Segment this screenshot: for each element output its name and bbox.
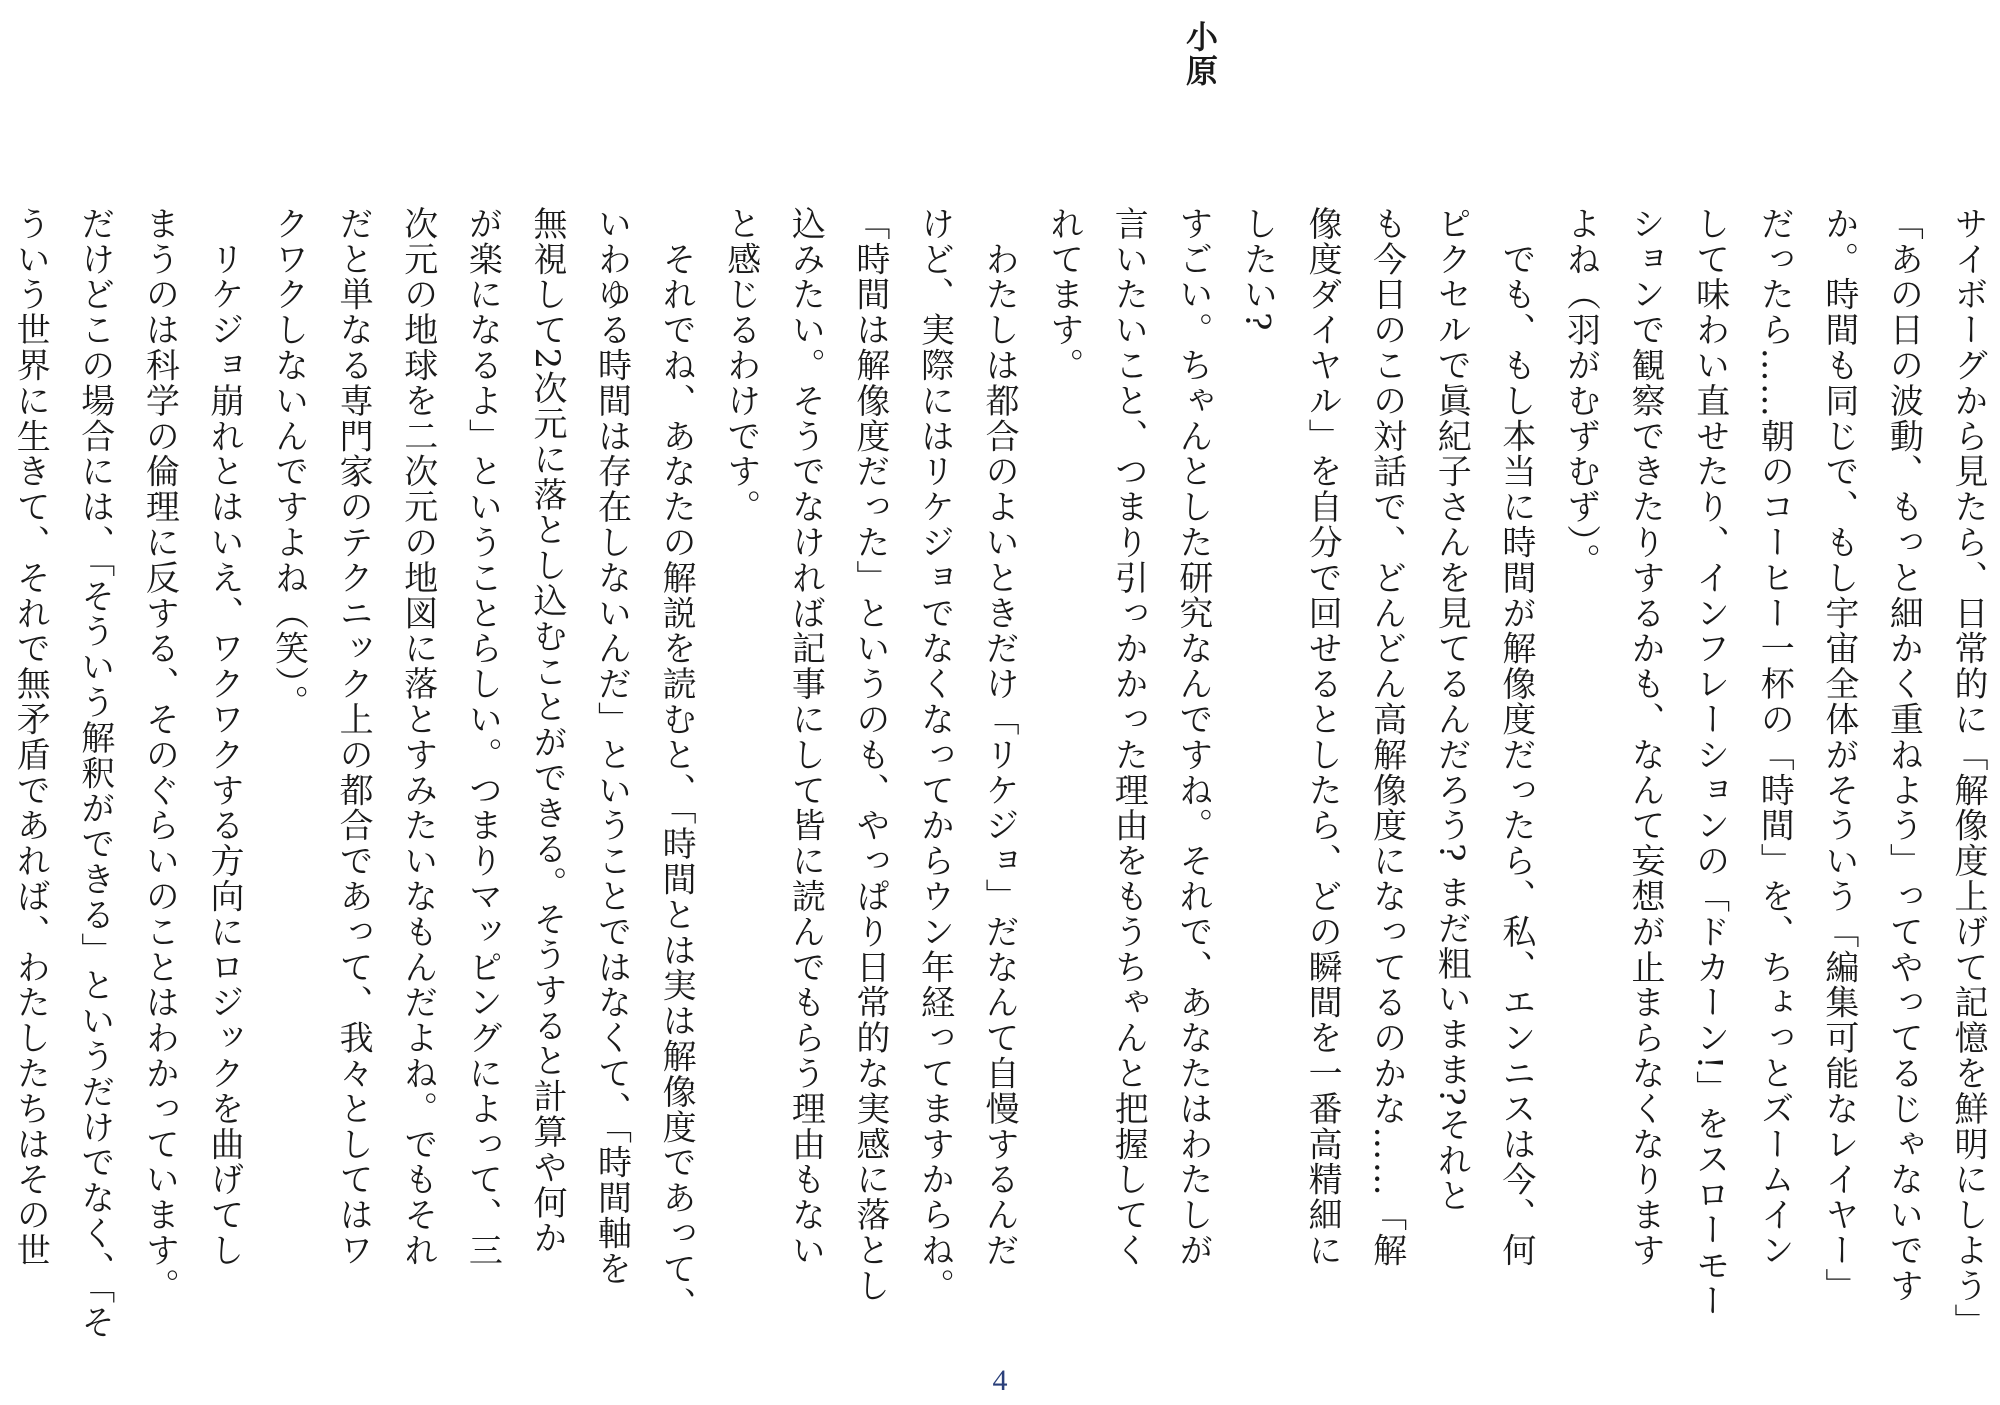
text-line: でも、もし本当に時間が解像度だったら、私、エンニスは今、何 — [1495, 206, 1536, 1268]
text-line: それでね、あなたの解説を読むと、「時間とは実は解像度であって、 — [656, 206, 697, 1322]
text-line: だったら……朝のコーヒー一杯の「時間」を、ちょっとズームイン — [1754, 206, 1795, 1268]
text-line: まうのは科学の倫理に反する、そのぐらいのことはわかっています。 — [139, 206, 180, 1304]
text-line: だと単なる専門家のテクニック上の都合であって、我々としてはワ — [333, 206, 374, 1268]
text-line: が楽になるよ」ということらしい。つまりマッピングによって、三 — [462, 206, 503, 1268]
text-line: けど、実際にはリケジョでなくなってからウン年経ってますからね。 — [914, 206, 955, 1304]
text-line: 「時間は解像度だった」というのも、やっぱり日常的な実感に落とし — [849, 206, 890, 1304]
text-line: と感じるわけです。 — [720, 206, 761, 525]
text-line: ういう世界に生きて、それで無矛盾であれば、わたしたちはその世 — [10, 206, 51, 1268]
text-line: 言いたいこと、つまり引っかかった理由をもうちゃんと把握してく — [1108, 206, 1149, 1268]
text-line: わたしは都合のよいときだけ「リケジョ」だなんて自慢するんだ — [979, 206, 1020, 1268]
text-line: 像度ダイヤル」を自分で回せるとしたら、どの瞬間を一番高精細に — [1302, 206, 1343, 1268]
text-line: ピクセルで眞紀子さんを見てるんだろう? まだ粗いまま?それと — [1431, 206, 1472, 1214]
text-line: れてます。 — [1043, 206, 1084, 383]
text-line: よね（羽がむずむず）。 — [1560, 206, 1601, 579]
text-line: 込みたい。そうでなければ記事にして皆に読んでもらう理由もない — [785, 206, 826, 1268]
text-line: ションで観察できたりするかも、なんて妄想が止まらなくなります — [1625, 206, 1666, 1268]
text-line: 「あの日の波動、もっと細かく重ねよう」ってやってるじゃないです — [1883, 206, 1924, 1304]
body-text — [10, 206, 2000, 1361]
text-line: クワクしないんですよね（笑）。 — [268, 206, 309, 720]
text-line: だけどこの場合には、「そういう解釈ができる」というだけでなく、「そ — [74, 206, 115, 1341]
page-number: 4 — [992, 1364, 1008, 1397]
text-line: いわゆる時間は存在しないんだ」ということではなくて、「時間軸を — [591, 206, 632, 1287]
text-line: 次元の地球を二次元の地図に落とすみたいなもんだよね。でもそれ — [397, 206, 438, 1268]
text-line: リケジョ崩れとはいえ、ワクワクする方向にロジックを曲げてし — [203, 206, 244, 1268]
text-line: サイボーグから見たら、日常的に「解像度上げて記憶を鮮明にしよう」 — [1948, 206, 1988, 1339]
text-line: したい? — [1237, 206, 1278, 332]
text-line: すごい。ちゃんとした研究なんですね。それで、あなたはわたしが — [1172, 206, 1213, 1268]
speaker-name: 小原 — [1181, 20, 1219, 88]
text-line: か。時間も同じで、もし宇宙全体がそういう「編集可能なレイヤー」 — [1818, 206, 1859, 1304]
text-line: して味わい直せたり、インフレーションの「ドカーン!」をスローモー — [1689, 206, 1730, 1319]
text-line: 無視して2次元に落とし込むことができる。そうすると計算や何か — [526, 206, 567, 1256]
text-line: も今日のこの対話で、どんどん高解像度になってるのかな……「解 — [1366, 206, 1407, 1268]
